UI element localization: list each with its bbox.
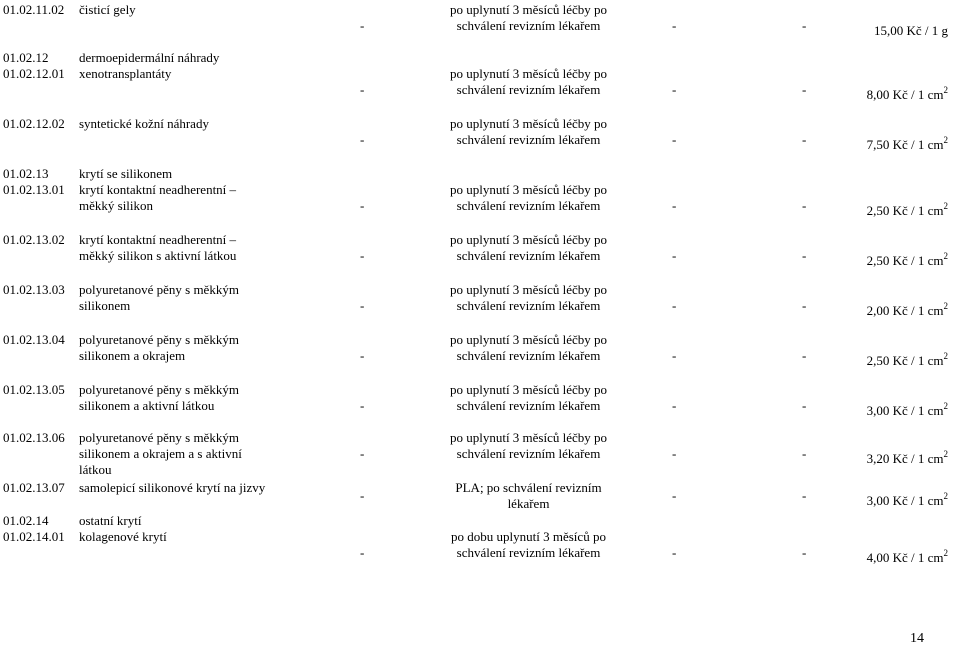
row-dash: - (672, 545, 677, 560)
row-code: 01.02.13.05 (3, 382, 65, 397)
row-code: 01.02.14.01 (3, 529, 65, 544)
row-condition: po uplynutí 3 měsíců léčby po schválení revizním lékařem (449, 282, 608, 313)
row-dash: - (360, 398, 365, 413)
row-dash: - (802, 82, 807, 97)
row-price: 3,00 Kč / 1 $cm^2$ (866, 491, 948, 508)
row-code: 01.02.13.07 (3, 480, 65, 495)
row-description: čisticí gely (79, 2, 136, 17)
row-dash: - (360, 298, 365, 313)
row-description: krytí kontaktní neadherentní – měkký silikon s aktivní látkou (79, 232, 237, 263)
row-condition: po uplynutí 3 měsíců léčby po schválení revizním lékařem (449, 66, 608, 97)
row-dash: - (360, 446, 365, 461)
page-number: 14 (910, 631, 924, 646)
row-dash: - (802, 398, 807, 413)
table-row (0, 529, 960, 579)
row-description: kolagenové krytí (79, 529, 167, 544)
row-dash: - (802, 132, 807, 147)
table-row (0, 0, 960, 50)
row-description: polyuretanové pěny s měkkým silikonem a okrajem (79, 332, 239, 363)
row-price: 2,00 Kč / 1 $cm^2$ (866, 301, 948, 318)
row-dash: - (672, 82, 677, 97)
row-condition: po uplynutí 3 měsíců léčby po schválení revizním lékařem (449, 232, 608, 263)
row-dash: - (672, 298, 677, 313)
row-condition: po uplynutí 3 měsíců léčby po schválení revizním lékařem (449, 182, 608, 213)
row-code: 01.02.13.03 (3, 282, 65, 297)
row-condition: po uplynutí 3 měsíců léčby po schválení revizním lékařem (449, 116, 608, 147)
row-price: 15,00 Kč / 1 g (873, 23, 948, 38)
row-dash: - (672, 248, 677, 263)
row-condition: po uplynutí 3 měsíců léčby po schválení revizním lékařem (449, 332, 608, 363)
row-description: samolepicí silikonové krytí na jizvy (79, 480, 266, 495)
row-dash: - (672, 398, 677, 413)
row-price: 8,00 Kč / 1 $cm^2$ (866, 85, 948, 102)
table-row (0, 232, 960, 282)
row-dash: - (360, 18, 365, 33)
row-description: xenotransplantáty (79, 66, 172, 81)
row-dash: - (802, 298, 807, 313)
row-price: 2,50 Kč / 1 $cm^2$ (866, 201, 948, 218)
row-condition: po uplynutí 3 měsíců léčby po schválení revizním lékařem (449, 2, 608, 33)
row-description: syntetické kožní náhrady (79, 116, 209, 131)
table-row (0, 50, 960, 66)
table-row (0, 513, 960, 529)
table-row (0, 480, 960, 514)
row-dash: - (672, 132, 677, 147)
row-code: 01.02.13.06 (3, 430, 65, 445)
row-description: polyuretanové pěny s měkkým silikonem a aktivní látkou (79, 382, 239, 413)
row-dash: - (672, 18, 677, 33)
row-dash: - (802, 18, 807, 33)
row-price: 3,20 Kč / 1 $cm^2$ (866, 449, 948, 466)
row-condition: po uplynutí 3 měsíců léčby po schválení revizním lékařem (449, 430, 608, 461)
table-row (0, 382, 960, 432)
row-dash: - (360, 82, 365, 97)
row-dash: - (802, 348, 807, 363)
row-dash: - (802, 198, 807, 213)
row-condition: PLA; po schválení revizním lékařem (455, 480, 602, 511)
row-description: krytí se silikonem (79, 166, 173, 181)
row-dash: - (802, 446, 807, 461)
row-dash: - (360, 488, 365, 503)
row-dash: - (672, 488, 677, 503)
row-code: 01.02.12.01 (3, 66, 65, 81)
row-description: ostatní krytí (79, 513, 142, 528)
row-dash: - (360, 198, 365, 213)
row-dash: - (672, 348, 677, 363)
table-row (0, 166, 960, 182)
table-row (0, 332, 960, 382)
row-code: 01.02.14 (3, 513, 49, 528)
table-row (0, 430, 960, 480)
row-price: 4,00 Kč / 1 $cm^2$ (866, 548, 948, 565)
row-dash: - (672, 446, 677, 461)
table-row (0, 282, 960, 332)
row-dash: - (802, 488, 807, 503)
row-dash: - (360, 545, 365, 560)
row-code: 01.02.12.02 (3, 116, 65, 131)
table-row (0, 66, 960, 116)
row-code: 01.02.13.02 (3, 232, 65, 247)
row-description: polyuretanové pěny s měkkým silikonem a okrajem a s aktivní látkou (79, 430, 242, 477)
row-description: krytí kontaktní neadherentní – měkký silikon (79, 182, 237, 213)
row-dash: - (360, 348, 365, 363)
row-code: 01.02.12 (3, 50, 49, 65)
row-price: 7,50 Kč / 1 $cm^2$ (866, 135, 948, 152)
row-price: 2,50 Kč / 1 $cm^2$ (866, 351, 948, 368)
row-description: polyuretanové pěny s měkkým silikonem (79, 282, 239, 313)
row-price: 3,00 Kč / 1 $cm^2$ (866, 401, 948, 418)
row-code: 01.02.13 (3, 166, 49, 181)
row-dash: - (802, 545, 807, 560)
row-description: dermoepidermální náhrady (79, 50, 220, 65)
table-row (0, 116, 960, 166)
row-code: 01.02.13.04 (3, 332, 65, 347)
row-dash: - (360, 132, 365, 147)
table-row (0, 182, 960, 232)
row-condition: po uplynutí 3 měsíců léčby po schválení revizním lékařem (449, 382, 608, 413)
row-dash: - (802, 248, 807, 263)
row-code: 01.02.13.01 (3, 182, 65, 197)
row-dash: - (672, 198, 677, 213)
row-dash: - (360, 248, 365, 263)
row-code: 01.02.11.02 (3, 2, 65, 17)
row-condition: po dobu uplynutí 3 měsíců po schválení revizním lékařem (451, 529, 606, 560)
row-price: 2,50 Kč / 1 $cm^2$ (866, 251, 948, 268)
